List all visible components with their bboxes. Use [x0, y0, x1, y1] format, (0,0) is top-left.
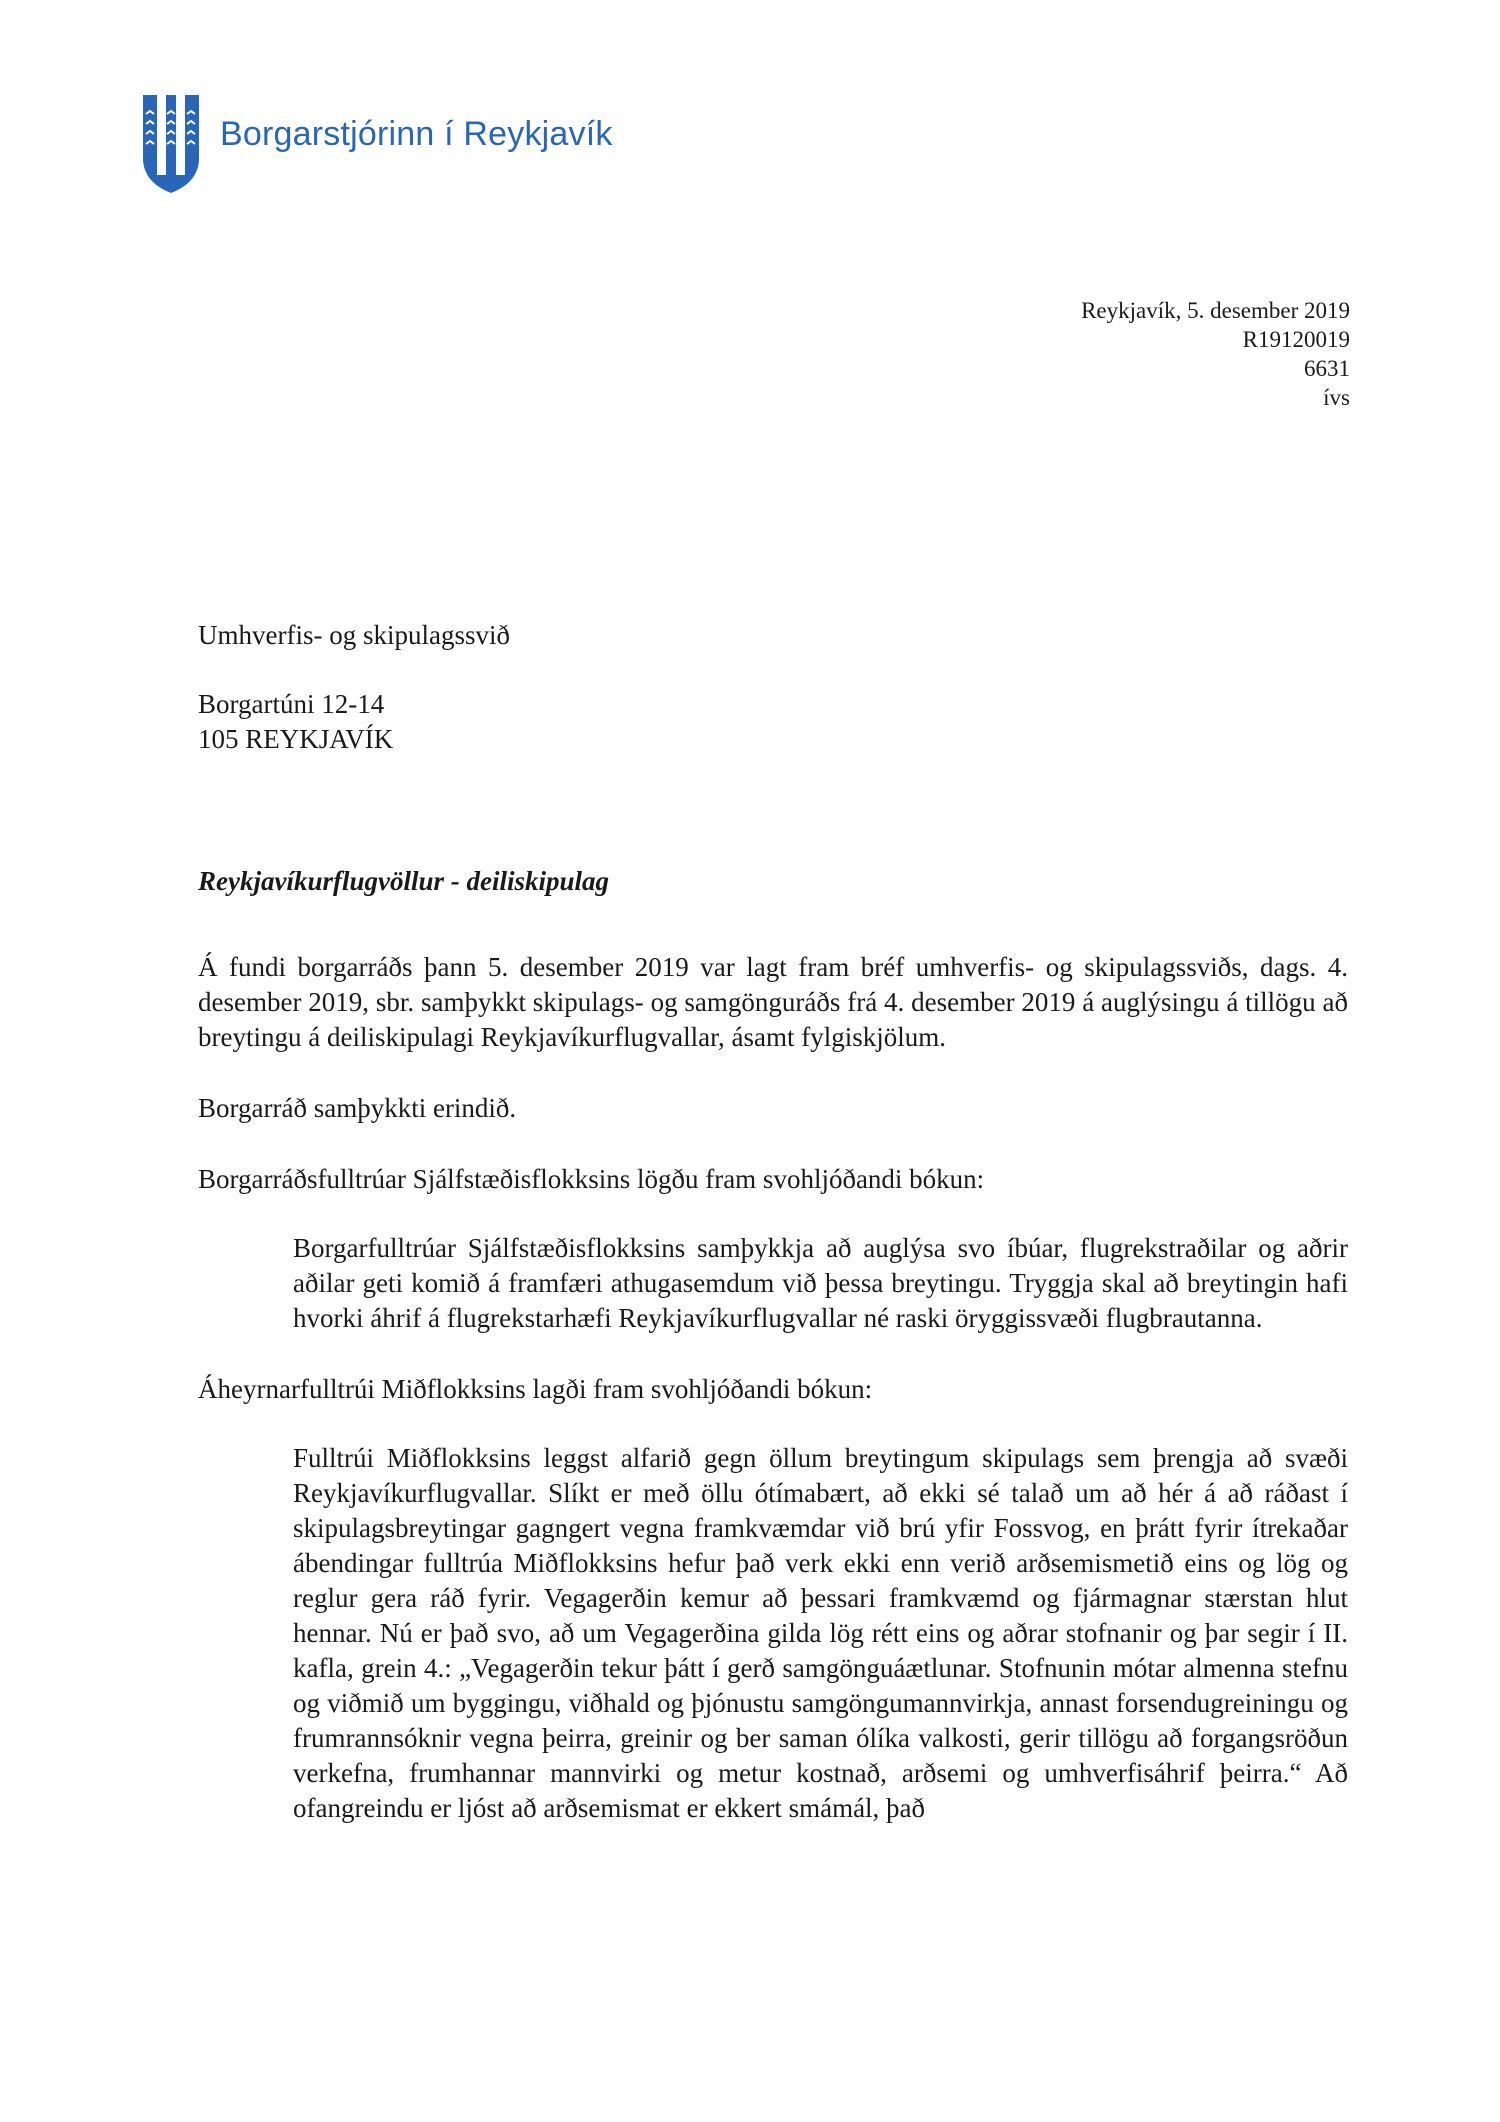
letterhead [140, 92, 613, 196]
quoted-statement: Fulltrúi Miðflokksins leggst alfarið gegn öllum breytingum skipulags sem þrengja að svæði Reykjavíkurflugvallar. Slíkt er með öllu ótímabært, að ekki sé talað um að hér á að ráðast í skipulagsbreytingar gagngert vegna framkvæmdar við brú yfir Fossvog, en þrátt fyrir ítrekaðar ábendingar fulltrúa Miðflokksins hefur það verk ekki enn verið arðsemismetið eins og lög og reglur gera ráð fyrir. Vegagerðin kemur að þessari framkvæmd og fjármagnar stærstan hlut hennar. Nú er það svo, að um Vegagerðina gilda lög rétt eins og aðrar stofnanir og þar segir í II. kafla, grein 4.: „Vegagerðin tekur þátt í gerð samgönguáætlunar. Stofnunin mótar almenna stefnu og viðmið um byggingu, viðhald og þjónustu samgöngumannvirkja, annast forsendugreiningu og frumrannsóknir vegna þeirra, greinir og ber saman ólíka valkosti, gerir tillögu að forgangsröðun verkefna, frumhannar mannvirki og metur kostnað, arðsemi og umhverfisáhrif þeirra.“ Að ofangreindu er ljóst að arðsemismat er ekkert smámál, það [293, 1443, 1348, 1823]
recipient-name: Umhverfis- og skipulagssvið [198, 620, 510, 650]
body-paragraph: Borgarráðsfulltrúar Sjálfstæðisflokksins lögðu fram svohljóðandi bókun: [198, 1164, 985, 1194]
body-paragraph: Áheyrnarfulltrúi Miðflokksins lagði fram svohljóðandi bókun: [198, 1374, 873, 1404]
recipient-street: Borgartúni 12-14 [198, 689, 385, 719]
quoted-statement: Borgarfulltrúar Sjálfstæðisflokksins samþykkja að auglýsa svo íbúar, flugrekstraðilar og aðrir aðilar geti komið á framfæri athugasemdum við þessa breytingu. Tryggja skal að breytingin hafi hvorki áhrif á flugrekstarhæfi Reykjavíkurflugvallar né raski öryggissvæði flugbrautanna. [293, 1233, 1348, 1333]
letter-subject: Reykjavíkurflugvöllur - deiliskipulag [198, 866, 610, 896]
document-number: 6631 [1304, 356, 1350, 381]
initials: ívs [1323, 385, 1350, 410]
organization-name: Borgarstjórinn í Reykjavík [220, 114, 613, 153]
letter-body [198, 950, 1348, 1826]
reykjavik-crest-icon [140, 92, 202, 196]
place-date: Reykjavík, 5. desember 2019 [1081, 298, 1350, 323]
body-paragraph: Borgarráð samþykkti erindið. [198, 1093, 517, 1123]
recipient-postal: 105 REYKJAVÍK [198, 724, 394, 754]
recipient-address [198, 618, 510, 757]
body-paragraph: Á fundi borgarráðs þann 5. desember 2019 var lagt fram bréf umhverfis- og skipulagssviðs, dags. 4. desember 2019, sbr. samþykkt skipulags- og samgönguráðs frá 4. desember 2019 á auglýsingu á tillögu að breytingu á deiliskipulagi Reykjavíkurflugvallar, ásamt fylgiskjölum. [198, 952, 1348, 1052]
letter-meta [1081, 296, 1350, 412]
case-number: R19120019 [1242, 327, 1350, 352]
